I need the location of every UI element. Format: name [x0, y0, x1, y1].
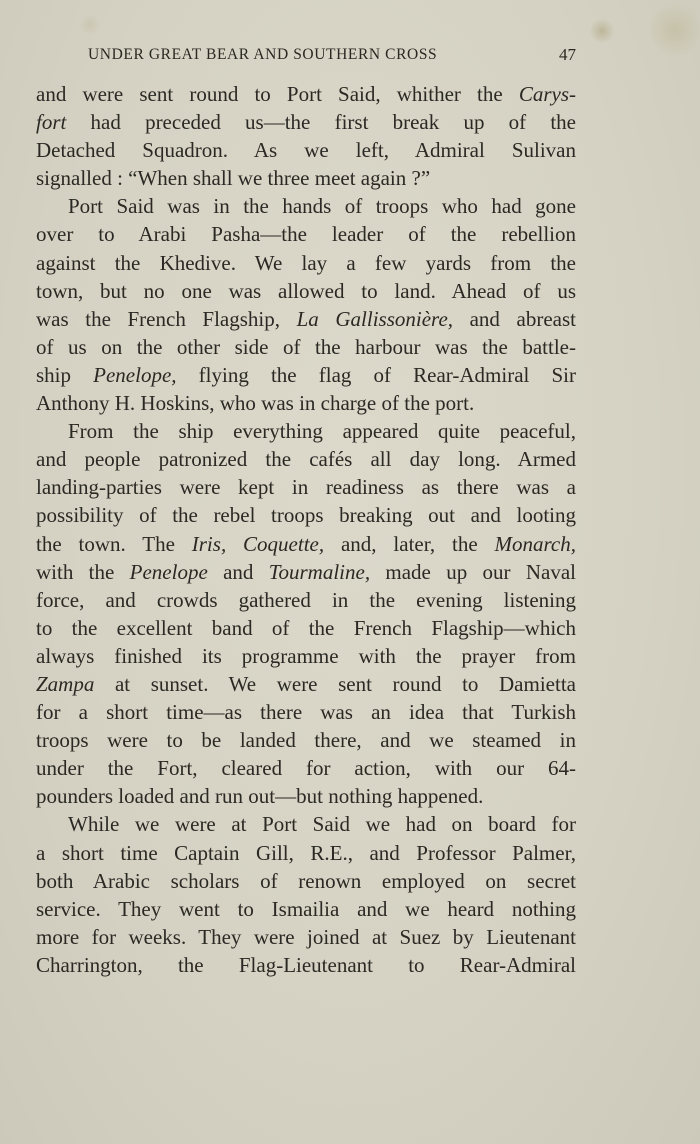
text-run: Charrington, the Flag-Lieutenant to Rear-Admiral	[36, 952, 576, 977]
text-line	[36, 305, 576, 333]
text-run: for a short time—as there was an idea that Turkish	[36, 700, 576, 725]
text-line	[36, 810, 576, 838]
text-run: From the ship everything appeared quite peaceful,	[68, 419, 576, 444]
italic-text: La Gallissonière,	[296, 306, 454, 331]
text-line	[36, 586, 576, 614]
text-run: flying the flag of Rear-Admiral Sir	[176, 362, 576, 387]
running-head	[88, 44, 576, 68]
text-line	[36, 277, 576, 305]
text-line	[36, 501, 576, 529]
text-run: possibility of the rebel troops breaking out and looting	[36, 503, 576, 528]
text-line	[36, 333, 576, 361]
italic-text: Monarch,	[494, 531, 576, 556]
body-text	[36, 80, 576, 979]
running-title: UNDER GREAT BEAR AND SOUTHERN CROSS	[88, 46, 438, 63]
text-run: ship	[36, 362, 94, 387]
text-run: and were sent round to Port Said, whither the	[36, 82, 519, 106]
text-run: signalled : “When shall we three meet again ?”	[36, 166, 431, 191]
text-line	[36, 670, 576, 698]
text-run: and, later, the	[324, 531, 495, 556]
text-line	[36, 558, 576, 586]
italic-text: Iris, Coquette,	[191, 531, 325, 556]
text-run: always finished its programme with the prayer from	[36, 643, 576, 668]
text-run: and abreast	[453, 306, 576, 331]
foxing-mark	[650, 0, 700, 60]
text-run: Anthony H. Hoskins, who was in charge of the port.	[36, 391, 475, 416]
text-run: more for weeks. They were joined at Suez by Lieutenant	[36, 924, 576, 949]
text-line	[36, 80, 576, 108]
text-run: over to Arabi Pasha—the leader of the rebellion	[36, 222, 576, 247]
text-run: landing-parties were kept in readiness as there was a	[36, 475, 576, 500]
page-number: 47	[559, 45, 576, 64]
text-line	[36, 220, 576, 248]
text-line	[36, 417, 576, 445]
text-line	[36, 192, 576, 220]
text-line	[36, 951, 576, 979]
text-line	[36, 361, 576, 389]
text-line	[36, 895, 576, 923]
text-line	[36, 726, 576, 754]
text-run: the town. The	[36, 531, 192, 556]
foxing-mark	[80, 14, 100, 36]
text-line	[36, 473, 576, 501]
text-run: town, but no one was allowed to land. Ahead of us	[36, 278, 576, 303]
text-run: with the	[36, 559, 130, 584]
text-run: at sunset. We were sent round to Damietta	[94, 671, 576, 696]
text-run: Port Said was in the hands of troops who had gone	[68, 194, 576, 219]
text-line	[36, 136, 576, 164]
text-run: to the excellent band of the French Flagship—which	[36, 615, 576, 640]
text-line	[36, 642, 576, 670]
text-run: and	[207, 559, 269, 584]
text-run: While we were at Port Said we had on board for	[68, 812, 576, 837]
text-line	[36, 530, 576, 558]
text-line	[36, 445, 576, 473]
italic-text: Zampa	[36, 671, 95, 696]
text-run: Detached Squadron. As we left, Admiral Sulivan	[36, 138, 576, 163]
text-run: of us on the other side of the harbour was the battle-	[36, 334, 576, 359]
italic-text: Tourmaline,	[268, 559, 371, 584]
text-line	[36, 698, 576, 726]
text-line	[36, 839, 576, 867]
text-run: troops were to be landed there, and we steamed in	[36, 728, 576, 753]
text-line	[36, 389, 576, 417]
text-run: under the Fort, cleared for action, with our 64-	[36, 756, 576, 781]
italic-text: Carys-	[518, 82, 576, 106]
foxing-mark	[590, 18, 614, 44]
text-run: both Arabic scholars of renown employed on secret	[36, 868, 576, 893]
text-run: against the Khedive. We lay a few yards from the	[36, 250, 576, 275]
text-line	[36, 108, 576, 136]
text-line	[36, 923, 576, 951]
text-run: force, and crowds gathered in the evening listening	[36, 587, 576, 612]
text-line	[36, 754, 576, 782]
text-run: service. They went to Ismailia and we heard nothing	[36, 896, 576, 921]
text-run: made up our Naval	[370, 559, 576, 584]
text-line	[36, 249, 576, 277]
text-run: had preceded us—the first break up of the	[66, 110, 576, 135]
text-run: pounders loaded and run out—but nothing happened.	[36, 784, 484, 809]
italic-text: fort	[36, 110, 67, 135]
text-line	[36, 614, 576, 642]
italic-text: Penelope,	[93, 362, 177, 387]
text-run: and people patronized the cafés all day long. Armed	[36, 447, 576, 472]
text-line	[36, 867, 576, 895]
text-line	[36, 782, 576, 810]
text-line	[36, 164, 576, 192]
text-run: a short time Captain Gill, R.E., and Professor Palmer,	[36, 840, 576, 865]
text-run: was the French Flagship,	[36, 306, 297, 331]
italic-text: Penelope	[129, 559, 208, 584]
